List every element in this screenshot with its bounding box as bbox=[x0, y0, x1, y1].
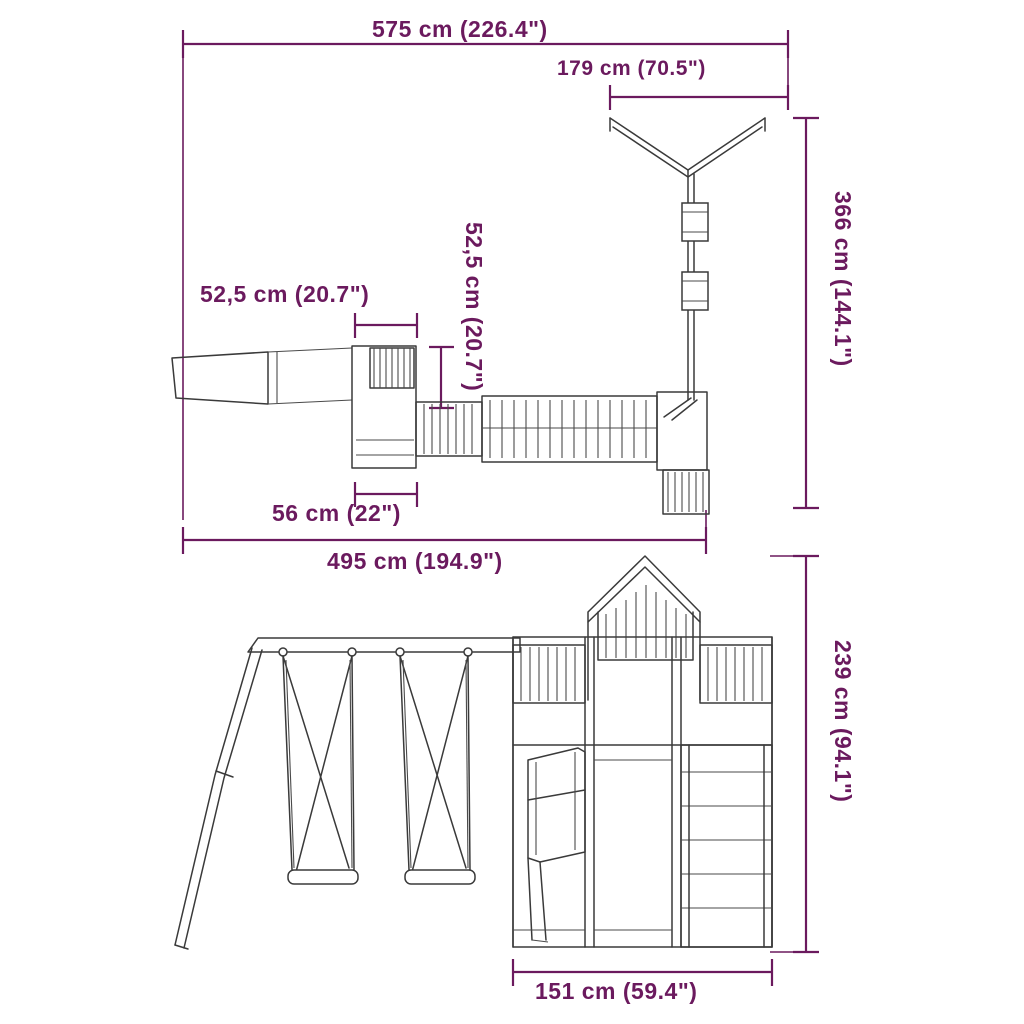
dim-label-overall-height-front: 239 cm (94.1") bbox=[830, 640, 856, 803]
dim-label-tower-depth: 56 cm (22") bbox=[272, 500, 401, 526]
play-tower-front bbox=[513, 556, 772, 947]
dim-label-overall-height-right: 366 cm (144.1") bbox=[830, 191, 856, 367]
dim-label-platform-width: 52,5 cm (20.7") bbox=[200, 281, 370, 307]
dim-label-overall-depth: 495 cm (194.9") bbox=[327, 548, 503, 574]
dim-label-tower-width-front: 151 cm (59.4") bbox=[535, 978, 698, 1004]
dim-label-platform-depth: 52,5 cm (20.7") bbox=[461, 222, 487, 392]
swing-set-front bbox=[175, 638, 520, 949]
dim-label-overall-width-top: 575 cm (226.4") bbox=[372, 16, 548, 42]
dim-label-swing-beam-width: 179 cm (70.5") bbox=[557, 57, 706, 80]
